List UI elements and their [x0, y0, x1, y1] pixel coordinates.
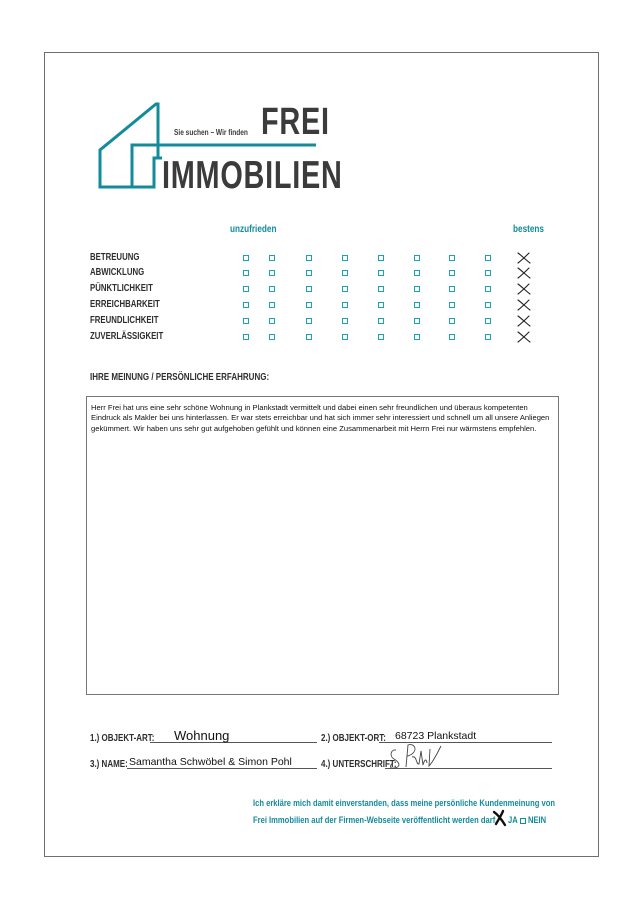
rating-checkbox[interactable] [306, 270, 312, 276]
rating-checkbox[interactable] [342, 334, 348, 340]
rating-checkbox[interactable] [414, 334, 420, 340]
rating-checkbox[interactable] [449, 334, 455, 340]
rating-checkbox[interactable] [306, 334, 312, 340]
rating-checkbox[interactable] [342, 255, 348, 261]
scale-low-label: unzufrieden [230, 224, 277, 235]
rating-checkbox[interactable] [414, 318, 420, 324]
rating-checkbox[interactable] [243, 302, 249, 308]
rating-checkbox[interactable] [414, 286, 420, 292]
rating-cross-mark-icon[interactable] [516, 266, 532, 280]
rating-checkbox[interactable] [449, 286, 455, 292]
rating-checkbox[interactable] [485, 302, 491, 308]
criterion-label: ABWICKLUNG [90, 267, 145, 278]
rating-checkbox[interactable] [269, 318, 275, 324]
rating-checkbox[interactable] [269, 255, 275, 261]
consent-no-label: NEIN [528, 815, 547, 826]
rating-checkbox[interactable] [243, 334, 249, 340]
rating-checkbox[interactable] [485, 286, 491, 292]
criterion-label: ERREICHBARKEIT [90, 299, 160, 310]
opinion-textarea[interactable] [86, 396, 559, 695]
rating-checkbox[interactable] [378, 270, 384, 276]
rating-checkbox[interactable] [243, 270, 249, 276]
objekt-art-field[interactable]: Wohnung [174, 728, 230, 743]
consent-line-2: Frei Immobilien auf der Firmen-Webseite veröffentlicht werden darf. [253, 815, 498, 826]
opinion-text: Herr Frei hat uns eine sehr schöne Wohnung in Plankstadt vermittelt und dabei einen sehr freundlichen und überaus kompetenten Eindruck als Makler bei uns hinterlassen. Er war stets erreichbar und hat sich immer sehr interessiert und schnell um all unsere Anliegen gekümmert. Wir haben uns sehr gut aufgehoben gefühlt und können eine Zusammenarbeit mit Herrn Frei nur wärmstens empfehlen. [91, 403, 550, 433]
logo-name-bottom: IMMOBILIEN [162, 154, 343, 197]
consent-yes-mark-icon[interactable] [491, 809, 509, 827]
rating-cross-mark-icon[interactable] [516, 251, 532, 265]
rating-checkbox[interactable] [485, 255, 491, 261]
rating-checkbox[interactable] [378, 302, 384, 308]
rating-checkbox[interactable] [449, 318, 455, 324]
rating-checkbox[interactable] [342, 286, 348, 292]
name-label: 3.) NAME: [90, 759, 128, 770]
objekt-art-label: 1.) OBJEKT-ART: [90, 733, 155, 744]
name-line [127, 768, 317, 769]
criterion-label: ZUVERLÄSSIGKEIT [90, 331, 164, 342]
rating-checkbox[interactable] [243, 286, 249, 292]
rating-checkbox[interactable] [414, 255, 420, 261]
rating-cross-mark-icon[interactable] [516, 330, 532, 344]
rating-checkbox[interactable] [269, 334, 275, 340]
rating-cross-mark-icon[interactable] [516, 298, 532, 312]
consent-yes-label: JA [508, 815, 518, 826]
objekt-ort-label: 2.) OBJEKT-ORT: [321, 733, 386, 744]
objekt-ort-field[interactable]: 68723 Plankstadt [395, 730, 477, 742]
rating-checkbox[interactable] [378, 255, 384, 261]
rating-checkbox[interactable] [269, 286, 275, 292]
rating-checkbox[interactable] [306, 302, 312, 308]
opinion-label: IHRE MEINUNG / PERSÖNLICHE ERFAHRUNG: [90, 372, 270, 383]
rating-checkbox[interactable] [449, 255, 455, 261]
rating-checkbox[interactable] [485, 334, 491, 340]
rating-checkbox[interactable] [449, 270, 455, 276]
rating-checkbox[interactable] [306, 286, 312, 292]
rating-checkbox[interactable] [243, 255, 249, 261]
logo-name-top: FREI [261, 101, 330, 143]
rating-checkbox[interactable] [485, 318, 491, 324]
scale-high-label: bestens [513, 224, 544, 235]
rating-checkbox[interactable] [414, 270, 420, 276]
rating-checkbox[interactable] [449, 302, 455, 308]
signature-drawing[interactable] [388, 741, 448, 771]
rating-checkbox[interactable] [342, 318, 348, 324]
rating-cross-mark-icon[interactable] [516, 314, 532, 328]
signature-label: 4.) UNTERSCHRIFT: [321, 759, 397, 770]
rating-checkbox[interactable] [378, 286, 384, 292]
rating-checkbox[interactable] [485, 270, 491, 276]
rating-checkbox[interactable] [342, 270, 348, 276]
logo-tagline: Sie suchen – Wir finden [174, 128, 248, 137]
rating-checkbox[interactable] [269, 270, 275, 276]
rating-checkbox[interactable] [414, 302, 420, 308]
consent-no-checkbox[interactable] [520, 818, 526, 824]
rating-checkbox[interactable] [342, 302, 348, 308]
rating-cross-mark-icon[interactable] [516, 282, 532, 296]
consent-line-1: Ich erkläre mich damit einverstanden, dass meine persönliche Kundenmeinung von [253, 798, 555, 809]
criterion-label: BETREUUNG [90, 252, 140, 263]
rating-checkbox[interactable] [306, 318, 312, 324]
rating-checkbox[interactable] [378, 318, 384, 324]
criterion-label: PÜNKTLICHKEIT [90, 283, 153, 294]
criterion-label: FREUNDLICHKEIT [90, 315, 159, 326]
name-field[interactable]: Samantha Schwöbel & Simon Pohl [129, 756, 292, 768]
rating-checkbox[interactable] [243, 318, 249, 324]
rating-checkbox[interactable] [269, 302, 275, 308]
rating-checkbox[interactable] [378, 334, 384, 340]
rating-checkbox[interactable] [306, 255, 312, 261]
